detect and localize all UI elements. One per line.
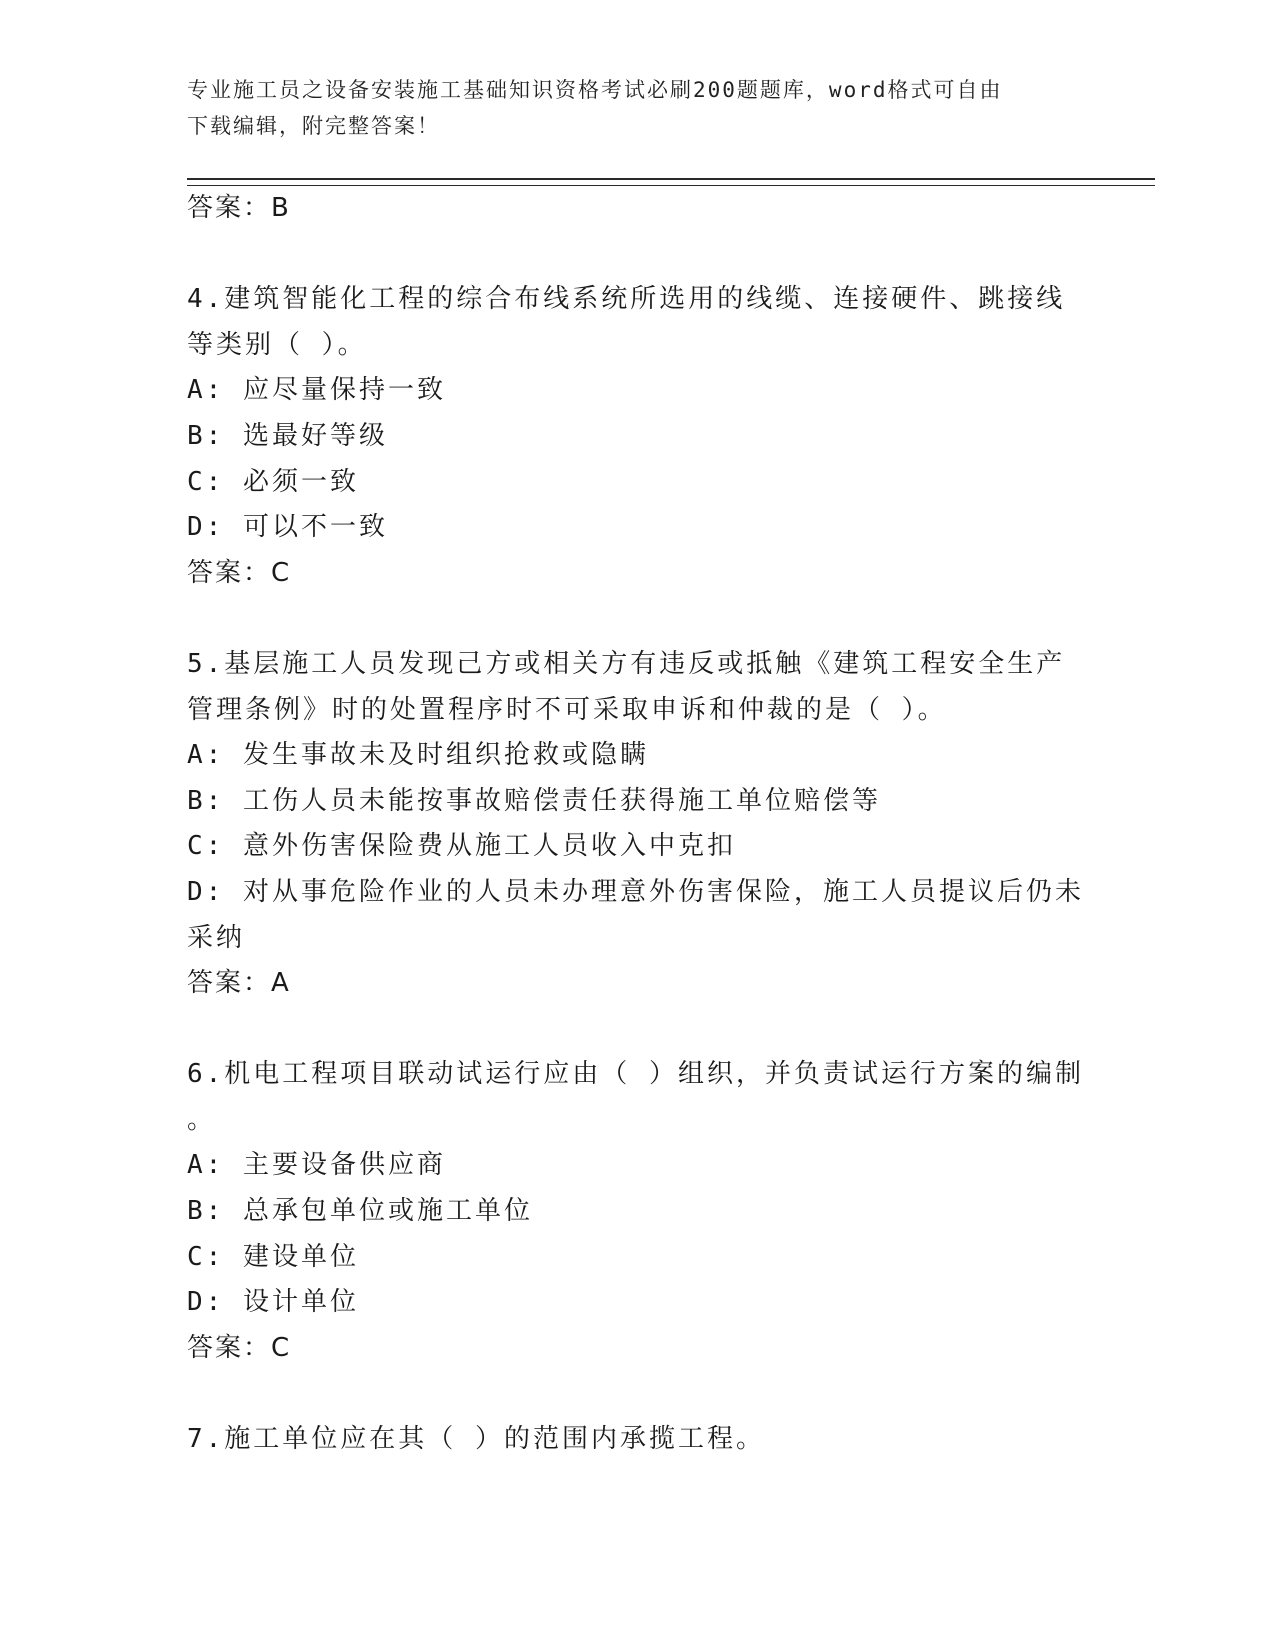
question-stem-line: 7.施工单位应在其（ ）的范围内承揽工程。 <box>187 1424 765 1455</box>
header-line-1: 专业施工员之设备安装施工基础知识资格考试必刷200题题库，word格式可自由 <box>187 78 1003 102</box>
question-stem-line: 等类别（ ）。 <box>187 329 367 360</box>
option-b: B: 选最好等级 <box>187 420 388 451</box>
question-stem-line: 管理条例》时的处置程序时不可采取申诉和仲裁的是（ ）。 <box>187 694 947 725</box>
option-d: D: 可以不一致 <box>187 512 388 543</box>
answer-line: 答案：C <box>187 1332 292 1363</box>
option-b: B: 工伤人员未能按事故赔偿责任获得施工单位赔偿等 <box>187 785 881 816</box>
question-stem-line: 。 <box>187 1104 217 1135</box>
question-block <box>187 1417 1087 1463</box>
header-divider <box>187 178 1155 186</box>
option-c: C: 必须一致 <box>187 466 359 497</box>
header-line-2: 下载编辑，附完整答案！ <box>187 114 440 138</box>
spacer <box>187 1007 1087 1053</box>
answer-line: 答案：A <box>187 968 291 999</box>
document-header <box>187 72 1067 144</box>
option-d: D: 对从事危险作业的人员未办理意外伤害保险，施工人员提议后仍未 <box>187 876 1084 907</box>
option-a: A: 应尽量保持一致 <box>187 375 446 406</box>
option-c: C: 意外伤害保险费从施工人员收入中克扣 <box>187 831 736 862</box>
option-b: B: 总承包单位或施工单位 <box>187 1196 533 1227</box>
answer-line: 答案：B <box>187 193 291 223</box>
spacer <box>187 1371 1087 1417</box>
option-a: A: 发生事故未及时组织抢救或隐瞒 <box>187 740 649 771</box>
question-block <box>187 642 1087 1007</box>
question-stem-line: 4.建筑智能化工程的综合布线系统所选用的线缆、连接硬件、跳接线 <box>187 284 1066 315</box>
question-stem-line: 6.机电工程项目联动试运行应由（ ）组织，并负责试运行方案的编制 <box>187 1059 1084 1090</box>
spacer <box>187 232 1087 278</box>
option-a: A: 主要设备供应商 <box>187 1150 446 1181</box>
question-block <box>187 277 1087 596</box>
answer-line: 答案：C <box>187 557 292 588</box>
question-stem-line: 5.基层施工人员发现己方或相关方有违反或抵触《建筑工程安全生产 <box>187 648 1066 679</box>
question-block <box>187 1052 1087 1371</box>
spacer <box>187 596 1087 642</box>
option-d-continued: 采纳 <box>187 922 246 953</box>
document-body <box>187 186 1087 1463</box>
option-c: C: 建设单位 <box>187 1241 359 1272</box>
option-d: D: 设计单位 <box>187 1287 359 1318</box>
